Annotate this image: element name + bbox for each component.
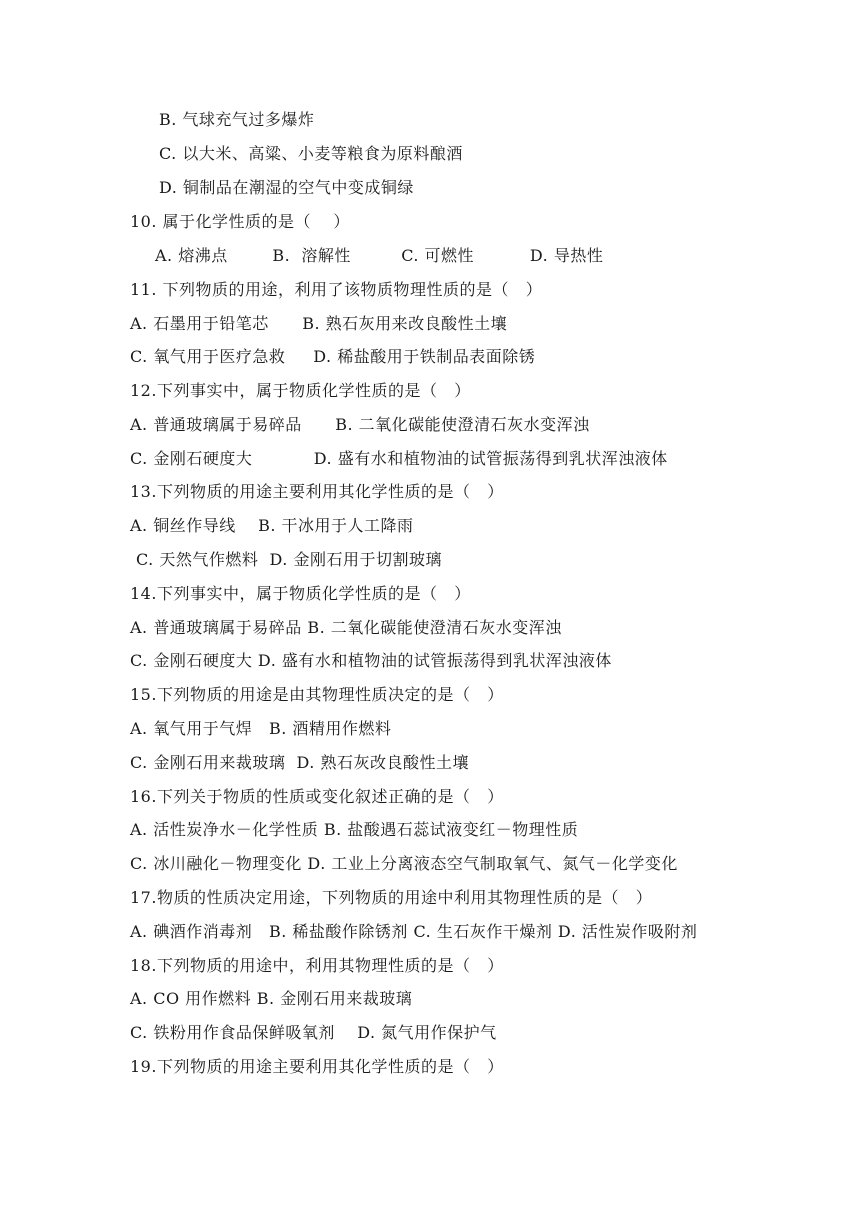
question-18: 18.下列物质的用途中，利用其物理性质的是（ ） — [130, 956, 504, 975]
options-18-cd: C. 铁粉用作食品保鲜吸氧剂 D. 氮气用作保护气 — [130, 1023, 497, 1042]
options-13-cd: C. 天然气作燃料 D. 金刚石用于切割玻璃 — [136, 550, 442, 569]
question-17: 17.物质的性质决定用途，下列物质的用途中利用其物理性质的是（ ） — [130, 888, 653, 907]
options-14-cd: C. 金刚石硬度大 D. 盛有水和植物油的试管振荡得到乳状浑浊液体 — [130, 651, 612, 670]
options-12-ab: A. 普通玻璃属于易碎品 B. 二氧化碳能使澄清石灰水变浑浊 — [130, 415, 590, 434]
options-15-ab: A. 氧气用于气焊 B. 酒精用作燃料 — [130, 719, 392, 738]
options-15-cd: C. 金刚石用来裁玻璃 D. 熟石灰改良酸性土壤 — [130, 753, 469, 772]
options-17: A. 碘酒作消毒剂 B. 稀盐酸作除锈剂 C. 生石灰作干燥剂 D. 活性炭作吸附剂 — [130, 922, 698, 941]
options-14-ab: A. 普通玻璃属于易碎品 B. 二氧化碳能使澄清石灰水变浑浊 — [130, 618, 562, 637]
options-18-ab: A. CO 用作燃料 B. 金刚石用来裁玻璃 — [130, 989, 413, 1008]
options-16-cd: C. 冰川融化－物理变化 D. 工业上分离液态空气制取氧气、氮气－化学变化 — [130, 854, 678, 873]
options-10: A. 熔沸点 B. 溶解性 C. 可燃性 D. 导热性 — [155, 246, 604, 265]
question-11: 11. 下列物质的用途，利用了该物质物理性质的是（ ） — [130, 280, 543, 299]
options-16-ab: A. 活性炭净水－化学性质 B. 盐酸遇石蕊试液变红－物理性质 — [130, 820, 579, 839]
question-10: 10. 属于化学性质的是（ ） — [130, 212, 350, 231]
option-9b: B. 气球充气过多爆炸 — [159, 110, 315, 129]
question-14: 14.下列事实中，属于物质化学性质的是（ ） — [130, 584, 471, 603]
options-11-ab: A. 石墨用于铅笔芯 B. 熟石灰用来改良酸性土壤 — [130, 314, 508, 333]
options-12-cd: C. 金刚石硬度大 D. 盛有水和植物油的试管振荡得到乳状浑浊液体 — [130, 449, 668, 468]
question-16: 16.下列关于物质的性质或变化叙述正确的是（ ） — [130, 787, 504, 806]
question-12: 12.下列事实中，属于物质化学性质的是（ ） — [130, 381, 471, 400]
options-13-ab: A. 铜丝作导线 B. 干冰用于人工降雨 — [130, 516, 414, 535]
question-13: 13.下列物质的用途主要利用其化学性质的是（ ） — [130, 482, 504, 501]
options-11-cd: C. 氧气用于医疗急救 D. 稀盐酸用于铁制品表面除锈 — [130, 347, 536, 366]
option-9c: C. 以大米、高粱、小麦等粮食为原料酿酒 — [159, 144, 463, 163]
question-15: 15.下列物质的用途是由其物理性质决定的是（ ） — [130, 685, 504, 704]
question-19: 19.下列物质的用途主要利用其化学性质的是（ ） — [130, 1057, 504, 1076]
option-9d: D. 铜制品在潮湿的空气中变成铜绿 — [159, 178, 414, 197]
